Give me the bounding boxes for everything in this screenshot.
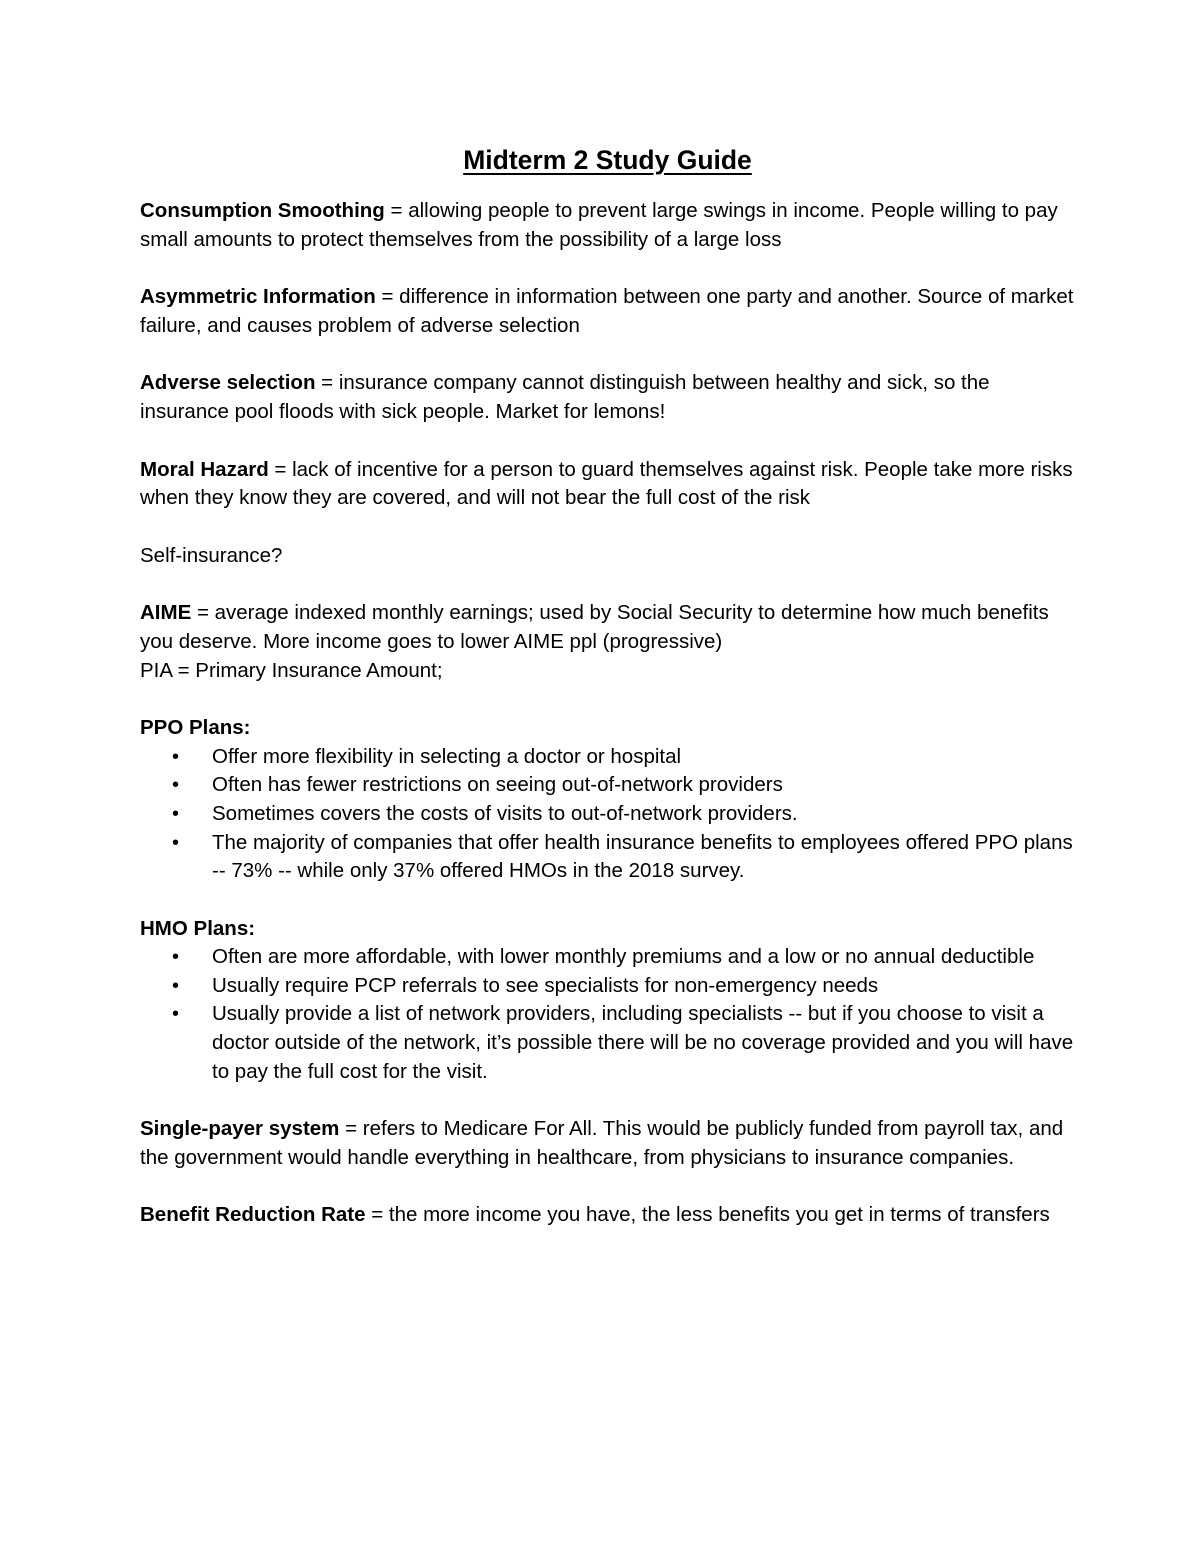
list-item [140, 1000, 1075, 1086]
bullet-icon: • [172, 802, 180, 825]
definition-text: = average indexed monthly earnings; used by Social Security to determine how much benefits you deserve. More income goes to lower AIME ppl (progressive) [140, 601, 1049, 653]
list-item-text: Often has fewer restrictions on seeing out-of-network providers [212, 773, 783, 797]
list-item-text: Sometimes covers the costs of visits to out-of-network providers. [212, 801, 798, 825]
definition-asymmetric-information [140, 283, 1075, 340]
list-item-text: The majority of companies that offer health insurance benefits to employees offered PPO plans -- 73% -- while only 37% offered HMOs in the 2018 survey. [212, 830, 1073, 883]
definition-single-payer-system [140, 1115, 1075, 1172]
term-label: Benefit Reduction Rate [140, 1203, 366, 1227]
ppo-plans-heading: PPO Plans: [140, 716, 251, 740]
definition-consumption-smoothing [140, 197, 1075, 254]
definition-text: = lack of incentive for a person to guard themselves against risk. People take more risks when they know they are covered, and will not bear the full cost of the risk [140, 457, 1073, 510]
term-label: AIME [140, 601, 192, 625]
bullet-icon: • [172, 1003, 180, 1026]
definition-benefit-reduction-rate [140, 1201, 1075, 1230]
list-item [140, 972, 1075, 1001]
list-item [140, 829, 1075, 886]
term-label: Asymmetric Information [140, 285, 376, 309]
list-item [140, 771, 1075, 800]
definition-pia: PIA = Primary Insurance Amount; [140, 658, 443, 682]
hmo-plans-heading: HMO Plans: [140, 916, 256, 940]
document-title: Midterm 2 Study Guide [463, 145, 752, 175]
document-page [140, 140, 1075, 1259]
bullet-icon: • [172, 974, 180, 997]
self-insurance-question: Self-insurance? [140, 543, 283, 567]
bullet-icon: • [172, 745, 180, 768]
bullet-icon: • [172, 831, 180, 854]
definition-text: = allowing people to prevent large swings in income. People willing to pay small amounts to protect themselves from the possibility of a large loss [140, 199, 1058, 251]
list-item [140, 943, 1075, 972]
bullet-icon: • [172, 774, 180, 797]
term-label: Moral Hazard [140, 457, 269, 481]
definition-adverse-selection [140, 369, 1075, 426]
definition-text: = the more income you have, the less benefits you get in terms of transfers [365, 1203, 1050, 1227]
hmo-plans-list [140, 943, 1075, 1086]
list-item-text: Offer more flexibility in selecting a doctor or hospital [212, 744, 682, 768]
term-label: Single-payer system [140, 1117, 340, 1141]
list-item [140, 743, 1075, 772]
term-label: Adverse selection [140, 371, 316, 395]
list-item-text: Often are more affordable, with lower monthly premiums and a low or no annual deductible [212, 945, 1035, 969]
definition-moral-hazard [140, 456, 1075, 513]
list-item-text: Usually provide a list of network providers, including specialists -- but if you choose to visit a doctor outside of the network, it’s possible there will be no coverage provided and you will have to pay the full cost for the visit. [212, 1002, 1074, 1083]
bullet-icon: • [172, 946, 180, 969]
definition-aime [140, 599, 1075, 656]
definition-text: = insurance company cannot distinguish between healthy and sick, so the insurance pool floods with sick people. Market for lemons! [140, 371, 990, 423]
definition-text: = difference in information between one party and another. Source of market failure, and causes problem of adverse selection [140, 285, 1074, 337]
definition-text: = refers to Medicare For All. This would be publicly funded from payroll tax, and the government would handle everything in healthcare, from physicians to insurance companies. [140, 1117, 1064, 1169]
list-item [140, 800, 1075, 829]
ppo-plans-list [140, 743, 1075, 886]
list-item-text: Usually require PCP referrals to see specialists for non-emergency needs [212, 973, 879, 997]
term-label: Consumption Smoothing [140, 199, 385, 222]
